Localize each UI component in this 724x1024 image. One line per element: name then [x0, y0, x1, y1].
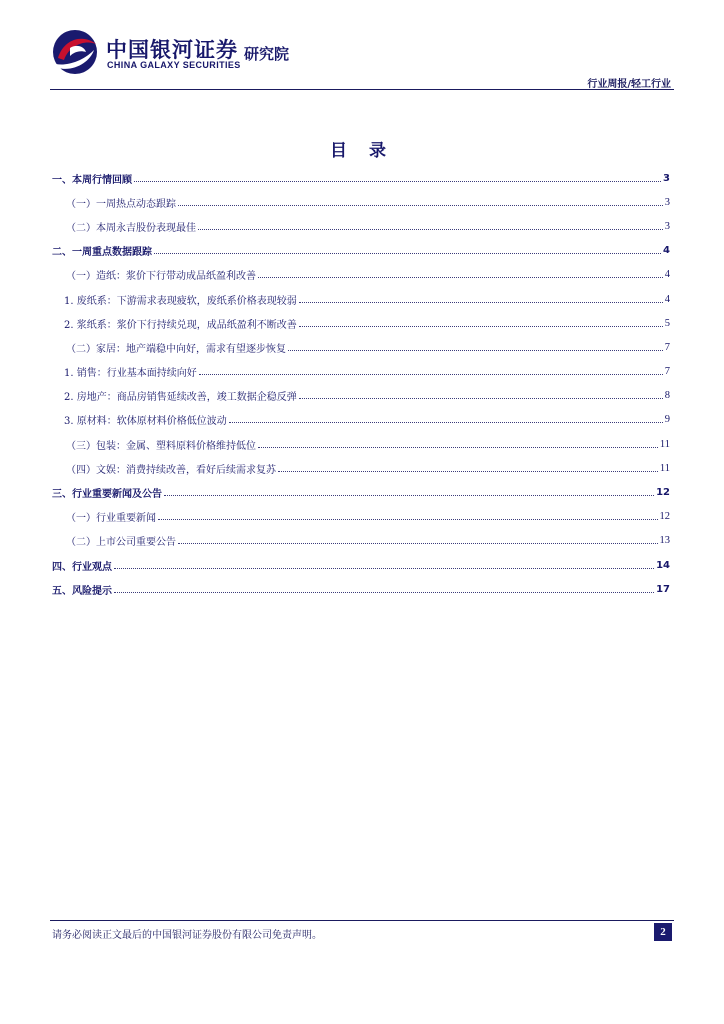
- footer-disclaimer: 请务必阅读正文最后的中国银河证券股份有限公司免责声明。: [52, 930, 322, 941]
- toc-entry-page: 4: [663, 245, 670, 257]
- toc-entry-label: （二）本周永吉股份表现最佳: [66, 222, 196, 234]
- toc-leader-dots: [164, 495, 654, 496]
- toc-entry[interactable]: [52, 529, 670, 553]
- toc-entry-label: 1. 销售：行业基本面持续向好: [64, 368, 197, 380]
- toc-leader-dots: [198, 229, 663, 230]
- toc-entry[interactable]: [52, 239, 670, 263]
- brand-name-cn: 中国银河证券: [106, 38, 238, 62]
- toc-entry-page: 5: [664, 317, 670, 329]
- toc-entry-page: 17: [656, 583, 670, 595]
- brand-department: 研究院: [244, 45, 290, 63]
- toc-entry-label: （一）一周热点动态跟踪: [66, 198, 176, 210]
- galaxy-logo-icon: [50, 28, 100, 76]
- toc-leader-dots: [278, 471, 658, 472]
- toc-title: 目 录: [330, 141, 394, 161]
- toc-entry[interactable]: [52, 335, 670, 359]
- toc-leader-dots: [288, 350, 663, 351]
- toc-entry-label: （一）行业重要新闻: [66, 513, 156, 525]
- toc-entry[interactable]: [52, 408, 670, 432]
- toc-entry[interactable]: [52, 214, 670, 238]
- toc-entry-label: 五、风险提示: [52, 585, 112, 597]
- toc-entry-label: （一）造纸：浆价下行带动成品纸盈利改善: [66, 271, 256, 283]
- header-divider: [50, 89, 674, 90]
- toc-entry-label: （四）文娱：消费持续改善，看好后续需求复苏: [66, 464, 276, 476]
- toc-entry-label: 3. 原材料：软体原材料价格低位波动: [64, 416, 227, 428]
- toc-leader-dots: [158, 519, 658, 520]
- toc-entry[interactable]: [52, 553, 670, 577]
- footer-divider: [50, 920, 674, 921]
- toc-leader-dots: [258, 447, 658, 448]
- toc-entry-label: 2. 房地产：商品房销售延续改善，竣工数据企稳反弹: [64, 392, 297, 404]
- toc-entry-page: 3: [664, 220, 670, 232]
- toc-entry[interactable]: [52, 263, 670, 287]
- toc-entry-label: 2. 浆纸系：浆价下行持续兑现，成品纸盈利不断改善: [64, 319, 297, 331]
- toc-leader-dots: [114, 568, 654, 569]
- toc-entry-page: 14: [656, 559, 670, 571]
- toc-entry-page: 4: [664, 293, 670, 305]
- toc-leader-dots: [178, 205, 663, 206]
- toc-leader-dots: [134, 181, 661, 182]
- toc-entry-label: 二、一周重点数据跟踪: [52, 247, 152, 259]
- toc-entry[interactable]: [52, 384, 670, 408]
- toc-leader-dots: [178, 543, 658, 544]
- page-number: 2: [654, 923, 672, 941]
- toc-entry-page: 11: [659, 438, 670, 450]
- toc-entry-page: 12: [656, 487, 670, 499]
- table-of-contents: [52, 166, 670, 601]
- toc-entry-label: 1. 废纸系：下游需求表现疲软，废纸系价格表现较弱: [64, 295, 297, 307]
- toc-leader-dots: [114, 592, 654, 593]
- toc-entry[interactable]: [52, 480, 670, 504]
- toc-entry[interactable]: [52, 577, 670, 601]
- toc-entry-page: 12: [659, 511, 670, 523]
- brand-name-en: CHINA GALAXY SECURITIES: [107, 60, 241, 70]
- toc-entry-label: （二）家居：地产端稳中向好，需求有望逐步恢复: [66, 343, 286, 355]
- toc-entry[interactable]: [52, 456, 670, 480]
- toc-entry-label: 四、行业观点: [52, 561, 112, 573]
- toc-entry-page: 3: [664, 196, 670, 208]
- toc-leader-dots: [229, 422, 663, 423]
- toc-leader-dots: [299, 398, 663, 399]
- toc-leader-dots: [154, 253, 661, 254]
- toc-entry-page: 13: [659, 535, 670, 547]
- toc-entry-page: 3: [663, 172, 670, 184]
- toc-entry[interactable]: [52, 166, 670, 190]
- toc-entry-label: 一、本周行情回顾: [52, 174, 132, 186]
- toc-entry-page: 7: [664, 366, 670, 378]
- toc-leader-dots: [299, 302, 663, 303]
- toc-entry-label: （三）包装：金属、塑料原料价格维持低位: [66, 440, 256, 452]
- toc-entry-page: 8: [664, 390, 670, 402]
- toc-entry-page: 9: [664, 414, 670, 426]
- toc-leader-dots: [199, 374, 663, 375]
- toc-leader-dots: [258, 277, 663, 278]
- toc-entry[interactable]: [52, 287, 670, 311]
- toc-entry-label: 三、行业重要新闻及公告: [52, 489, 162, 501]
- toc-entry[interactable]: [52, 190, 670, 214]
- toc-entry-page: 7: [664, 341, 670, 353]
- toc-entry-page: 4: [664, 269, 670, 281]
- toc-entry[interactable]: [52, 360, 670, 384]
- report-category: 行业周报/轻工行业: [587, 79, 671, 90]
- toc-entry[interactable]: [52, 505, 670, 529]
- toc-entry-label: （二）上市公司重要公告: [66, 537, 176, 549]
- toc-entry-page: 11: [659, 462, 670, 474]
- page-header: [0, 0, 724, 92]
- toc-leader-dots: [299, 326, 663, 327]
- toc-entry[interactable]: [52, 432, 670, 456]
- toc-entry[interactable]: [52, 311, 670, 335]
